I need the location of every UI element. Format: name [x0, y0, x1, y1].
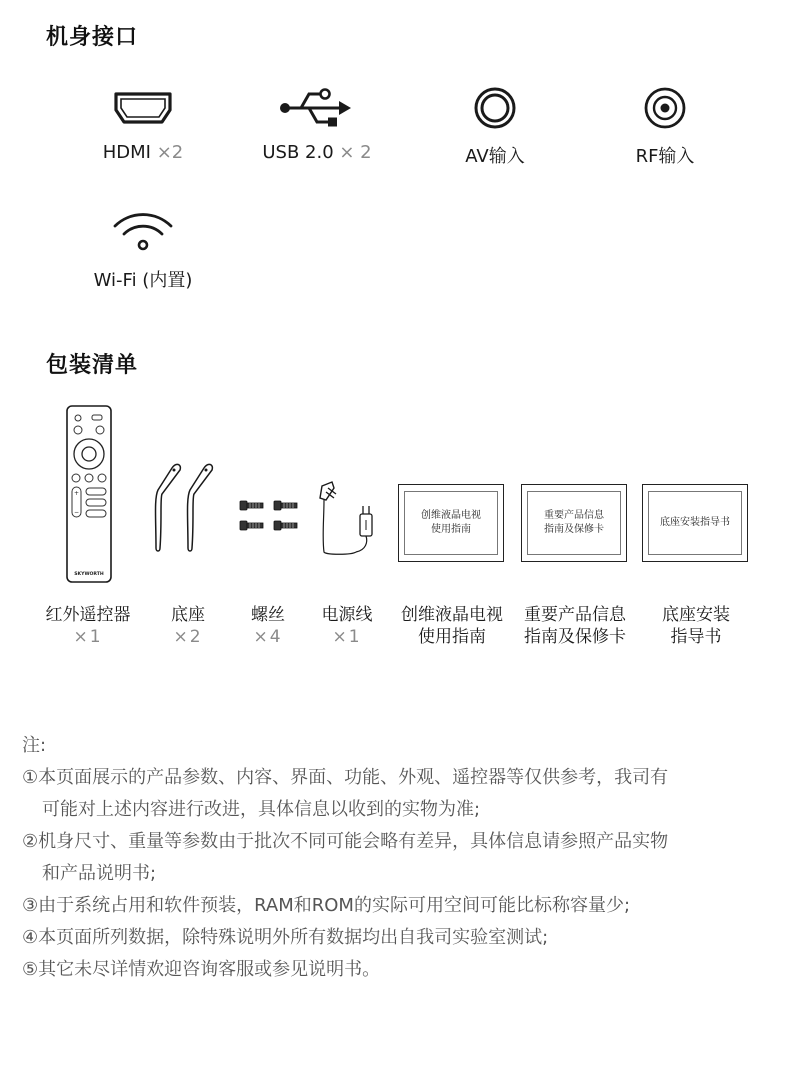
- note-line-5: ⑤其它未尽详情欢迎咨询客服或参见说明书。: [22, 959, 381, 980]
- booklet-warranty: [521, 484, 627, 562]
- wifi-label: Wi-Fi (内置): [93, 270, 193, 291]
- item-stand-qty: ×2: [173, 627, 203, 647]
- item-user-guide: [392, 604, 512, 648]
- item-user-guide-name2: 使用指南: [418, 627, 486, 647]
- rf-label: RF输入: [635, 146, 695, 167]
- screws-image: [238, 497, 302, 537]
- booklet-stand-install-line1: 底座安装指导书: [660, 517, 730, 528]
- item-power-cord: [307, 604, 387, 648]
- item-screws-name: 螺丝: [251, 605, 285, 625]
- package-title: 包装清单: [46, 353, 139, 378]
- remote-control-image: [64, 404, 114, 584]
- port-av: [420, 86, 570, 168]
- rf-port-icon: [640, 86, 690, 130]
- power-cord-image: [312, 478, 382, 558]
- booklet-user-guide-line2: 使用指南: [431, 524, 471, 535]
- port-hdmi: [68, 86, 218, 163]
- port-usb: [242, 86, 392, 163]
- hdmi-label: [68, 142, 218, 163]
- hdmi-port-icon: [108, 86, 178, 130]
- remote-brand-logo: SKYWORTH: [74, 572, 104, 577]
- note-line-1: ①本页面展示的产品参数、内容、界面、功能、外观、遥控器等仅供参考，我司有: [22, 767, 669, 788]
- booklet-user-guide: [398, 484, 504, 562]
- usb-label: [242, 142, 392, 163]
- hdmi-mult: ×2: [156, 142, 184, 163]
- item-remote: [33, 604, 143, 648]
- svg-text:+: +: [73, 490, 80, 497]
- note-line-3: ③由于系统占用和软件预装，RAM和ROM的实际可用空间可能比标称容量少;: [22, 895, 631, 916]
- usb-port-icon: [277, 86, 357, 130]
- usb-name: USB 2.0: [262, 142, 334, 163]
- note-line-2: ②机身尺寸、重量等参数由于批次不同可能会略有差异，具体信息请参照产品实物: [22, 831, 669, 852]
- note-line-2-cont: 和产品说明书;: [42, 863, 157, 884]
- interfaces-title: 机身接口: [46, 25, 139, 50]
- booklet-warranty-line2: 指南及保修卡: [544, 524, 604, 535]
- item-remote-qty: ×1: [73, 627, 103, 647]
- wifi-icon: [111, 208, 175, 252]
- hdmi-name: HDMI: [102, 142, 151, 163]
- item-warranty: [515, 604, 635, 648]
- item-power-cord-name: 电源线: [321, 605, 373, 625]
- item-warranty-name2: 指南及保修卡: [524, 627, 626, 647]
- item-user-guide-name: 创维液晶电视: [401, 605, 503, 625]
- stand-legs-image: [150, 460, 230, 560]
- port-wifi: [68, 208, 218, 292]
- item-stand-install: [640, 604, 752, 648]
- item-stand-install-name2: 指导书: [670, 627, 722, 647]
- item-screws: [228, 604, 308, 648]
- item-warranty-name: 重要产品信息: [524, 605, 626, 625]
- note-line-4: ④本页面所列数据，除特殊说明外所有数据均出自我司实验室测试;: [22, 927, 549, 948]
- booklet-warranty-line1: 重要产品信息: [544, 510, 604, 521]
- av-port-icon: [470, 86, 520, 130]
- booklet-user-guide-line1: 创维液晶电视: [421, 510, 481, 521]
- item-stand-name: 底座: [171, 605, 205, 625]
- port-rf: [590, 86, 740, 168]
- av-label: AV输入: [465, 146, 525, 167]
- item-remote-name: 红外遥控器: [45, 605, 131, 625]
- svg-text:−: −: [73, 509, 80, 516]
- item-power-cord-qty: ×1: [332, 627, 362, 647]
- item-stand: [148, 604, 228, 648]
- item-screws-qty: ×4: [253, 627, 283, 647]
- usb-mult: × 2: [339, 142, 372, 163]
- note-line-1-cont: 可能对上述内容进行改进，具体信息以收到的实物为准;: [42, 799, 481, 820]
- notes-heading: 注:: [22, 735, 47, 756]
- booklet-stand-install: [642, 484, 748, 562]
- item-stand-install-name: 底座安装: [662, 605, 730, 625]
- notes-section: [22, 730, 772, 986]
